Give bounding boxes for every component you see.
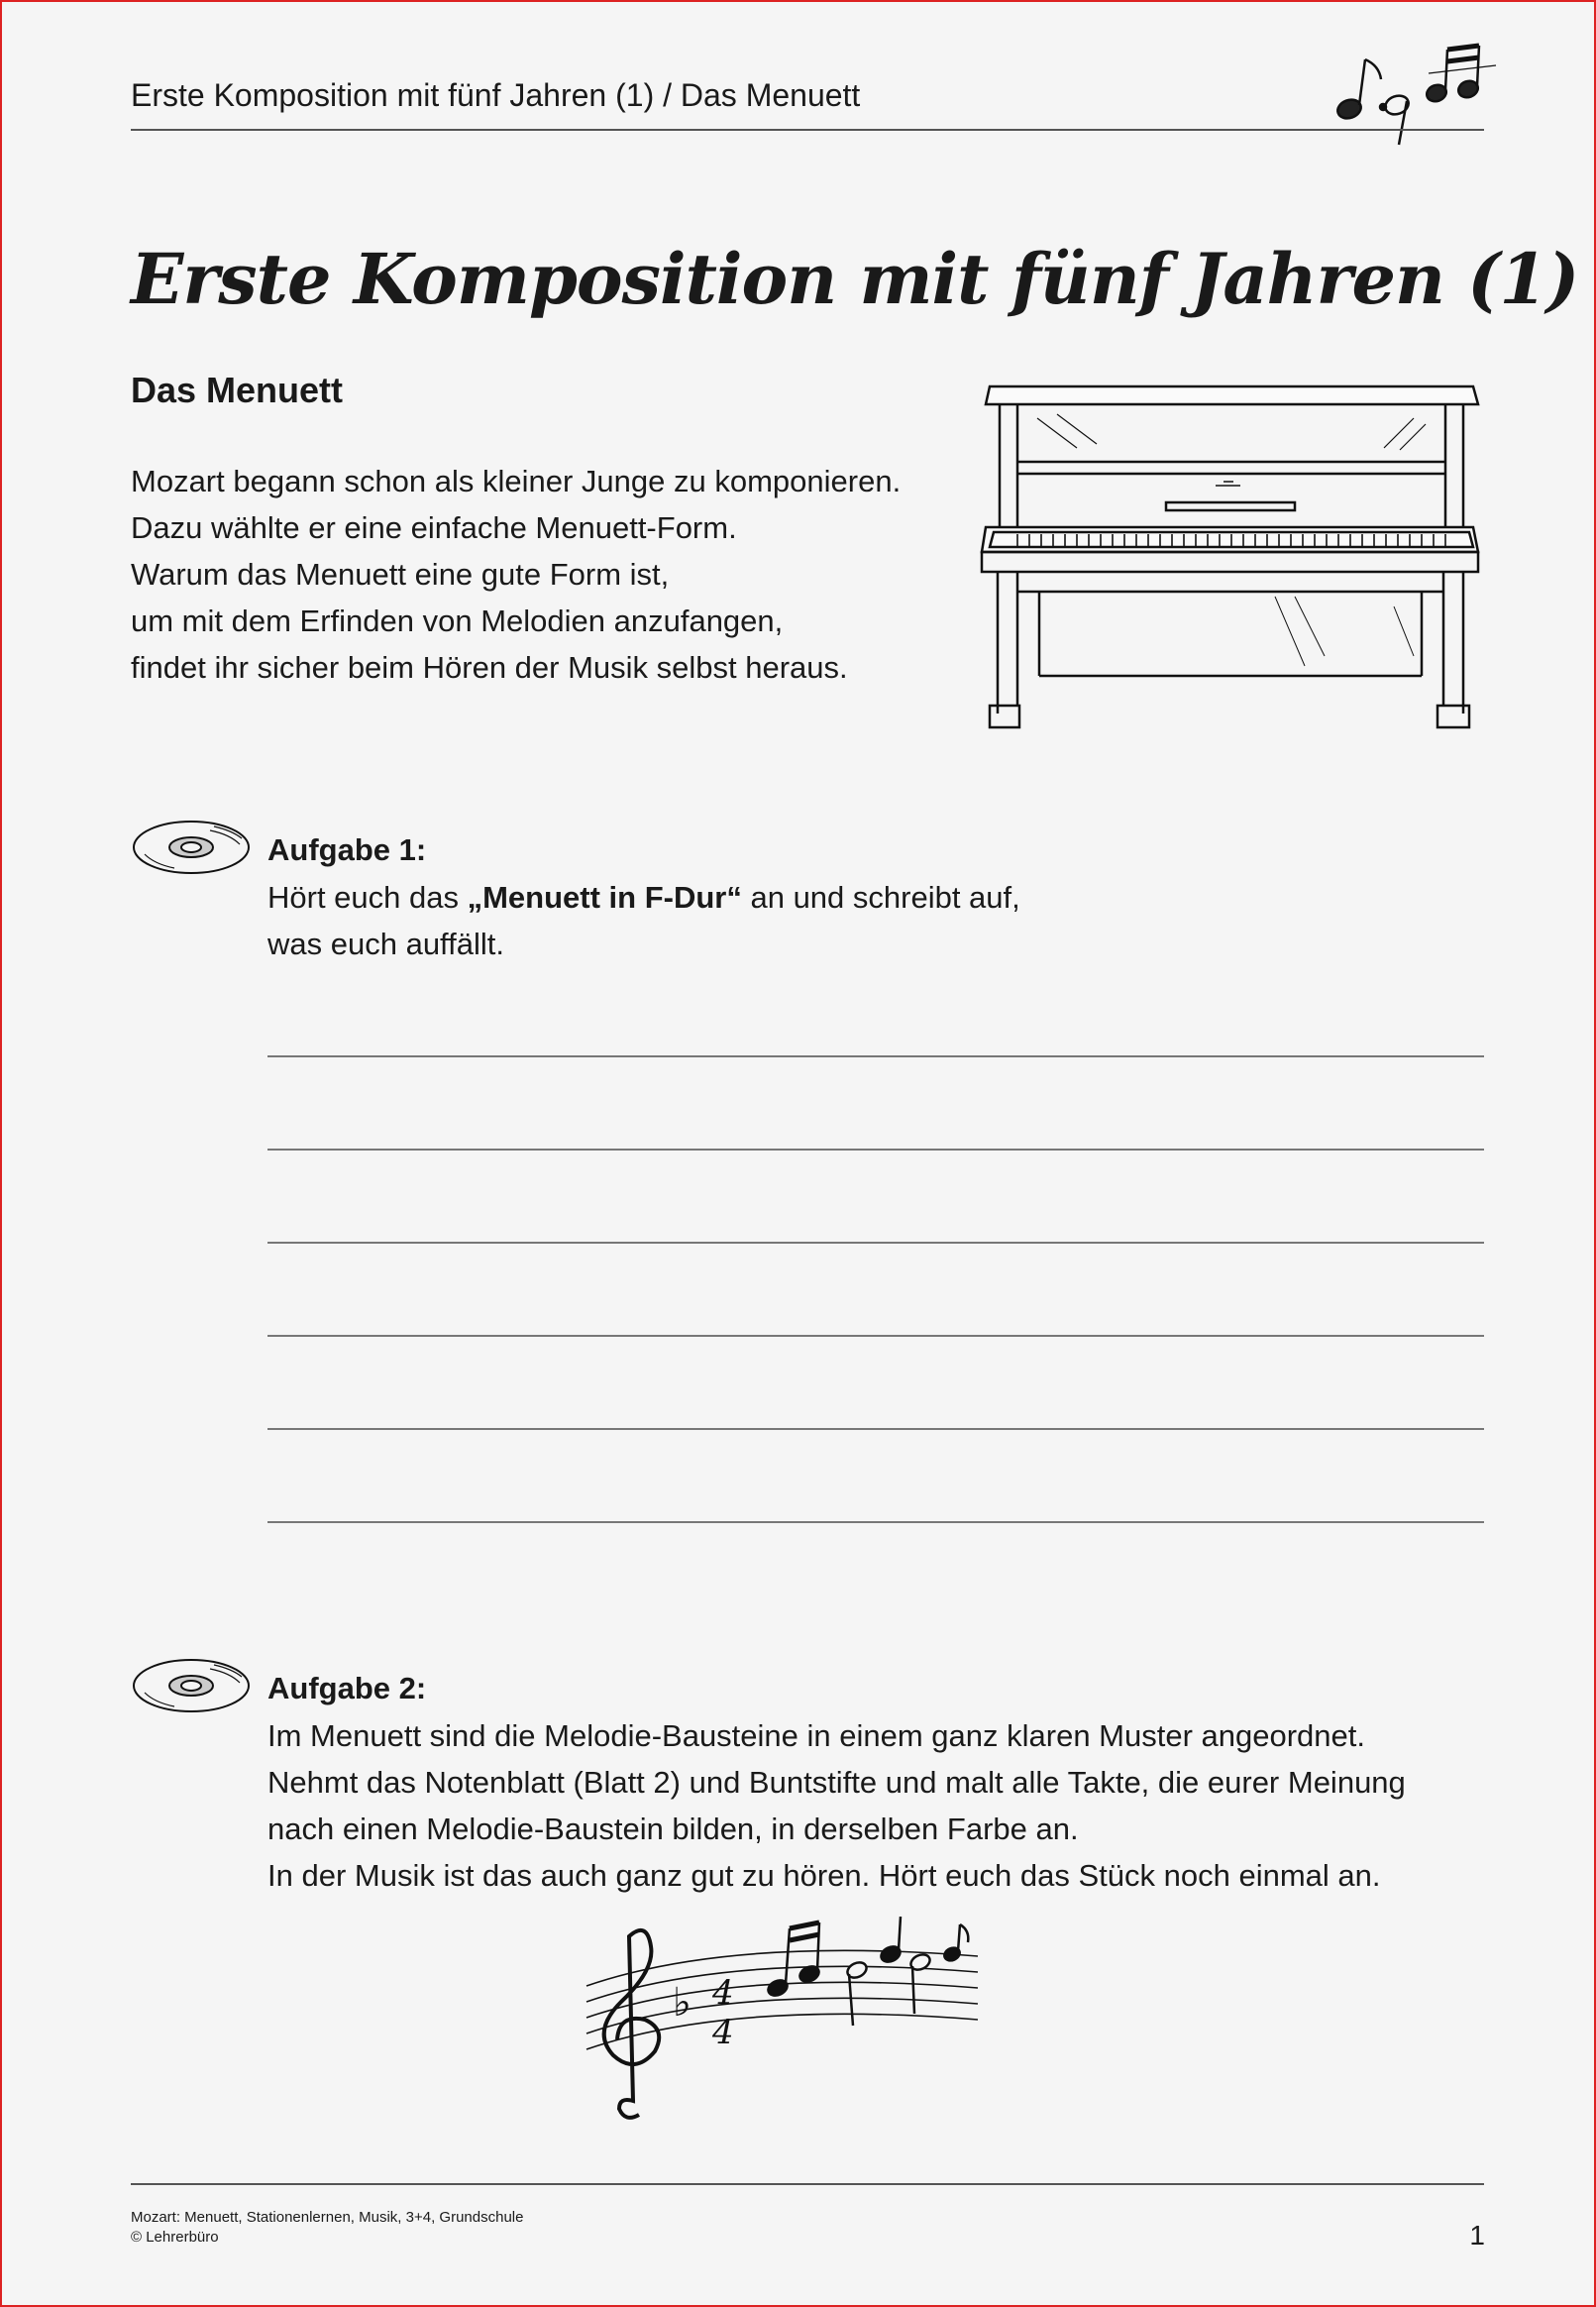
cd-icon xyxy=(131,1655,252,1716)
task-2-text xyxy=(267,1712,1406,1899)
task-2-line: Im Menuett sind die Melodie-Bausteine in einem ganz klaren Muster angeordnet. xyxy=(267,1718,1366,1753)
time-signature-bottom: 4 xyxy=(712,2013,734,2052)
flat-sign: ♭ xyxy=(673,1980,692,2026)
task-1-label: Aufgabe 1: xyxy=(267,832,427,867)
intro-line: Warum das Menuett eine gute Form ist, xyxy=(131,557,670,592)
task-1-text-after: an und schreibt auf, xyxy=(741,880,1020,915)
task-1-text-before: Hört euch das xyxy=(267,880,468,915)
answer-line[interactable] xyxy=(267,1335,1484,1337)
header-title: Erste Komposition mit fünf Jahren (1) / Das Menuett xyxy=(131,77,861,113)
intro-line: Dazu wählte er eine einfache Menuett-Form. xyxy=(131,510,737,545)
footer-rule xyxy=(131,2183,1484,2185)
answer-line[interactable] xyxy=(267,1055,1484,1057)
task-1-line xyxy=(267,874,1020,921)
task-2-line: In der Musik ist das auch ganz gut zu hören. Hört euch das Stück noch einmal an. xyxy=(267,1858,1381,1893)
intro-line: findet ihr sicher beim Hören der Musik selbst heraus. xyxy=(131,650,848,685)
task-1-text xyxy=(267,874,1020,967)
section-heading: Das Menuett xyxy=(131,370,344,410)
task-1-line: was euch auffällt. xyxy=(267,927,504,961)
task-2-line: Nehmt das Notenblatt (Blatt 2) und Buntstifte und malt alle Takte, die eurer Meinung xyxy=(267,1765,1406,1800)
answer-line[interactable] xyxy=(267,1521,1484,1523)
answer-line[interactable] xyxy=(267,1149,1484,1151)
page-title: Erste Komposition mit fünf Jahren (1) xyxy=(131,238,1579,320)
task-2-line: nach einen Melodie-Baustein bilden, in derselben Farbe an. xyxy=(267,1812,1079,1846)
intro-line: Mozart begann schon als kleiner Junge zu komponieren. xyxy=(131,464,902,498)
music-staff-illustration xyxy=(582,1917,988,2135)
cd-icon xyxy=(131,817,252,878)
page-number: 1 xyxy=(1469,2220,1485,2251)
intro-text xyxy=(131,458,901,691)
footer-source: Mozart: Menuett, Stationenlernen, Musik, 3+4, Grundschule xyxy=(131,2209,524,2226)
answer-line[interactable] xyxy=(267,1428,1484,1430)
answer-line[interactable] xyxy=(267,1242,1484,1244)
task-2-label: Aufgabe 2: xyxy=(267,1671,427,1705)
footer-copyright: © Lehrerbüro xyxy=(131,2229,219,2246)
task-1-piece-title: „Menuett in F-Dur“ xyxy=(467,880,742,915)
piano-illustration xyxy=(978,379,1483,740)
intro-line: um mit dem Erfinden von Melodien anzufangen, xyxy=(131,604,784,638)
footer-text xyxy=(131,2208,523,2248)
header-rule xyxy=(131,129,1484,131)
time-signature-top: 4 xyxy=(712,1973,734,2013)
